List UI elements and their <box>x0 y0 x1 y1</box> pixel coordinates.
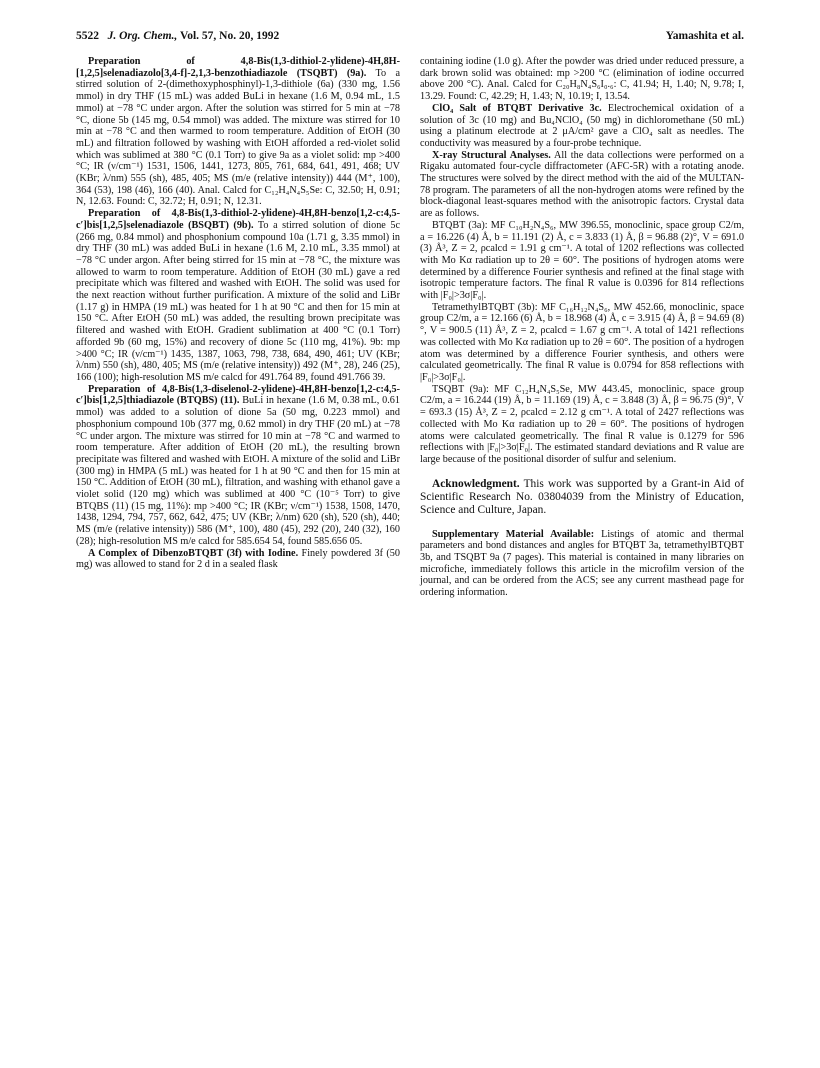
paragraph-body: Finely powdered 3f (50 mg) was allowed to stand for 2 d in a sealed flask <box>76 547 400 571</box>
paragraph <box>420 478 744 517</box>
paragraph-body: containing iodine (1.0 g). After the powder was dried under reduced pressure, a dark brown solid was obtained: mp >200 °C (elimination of iodine occurred above 200 °C). Anal. Calcd for C₂₀H₈N₄S₆I₀.₆: C, 41.94; H, 1.40; N, 9.78; I, 13.29. Found: C, 42.29; H, 1.43; N, 10.19; I, 13.54. <box>420 56 744 103</box>
paragraph <box>76 56 400 208</box>
volume-info: Vol. 57, No. 20, 1992 <box>179 30 280 42</box>
paragraph <box>420 150 744 220</box>
paragraph <box>76 208 400 384</box>
journal-name: J. Org. Chem., <box>107 30 178 42</box>
paragraph-body: BTQBT (3a): MF C₁₀H₂N₄S₆, MW 396.55, monoclinic, space group C2/m, a = 16.226 (4) Å, b = 11.191 (2) Å, c = 3.833 (1) Å, β = 96.88 (2)°, V = 691.0 (3) Å³, Z = 2, ρcalcd = 1.91 g cm⁻¹. A total of 1202 reflections was collected with Mo Kα radiation up to 2θ = 60°. The positions of hydrogen atoms were determined by a difference Fourier synthesis and refined at the final stage with isotropic temperature factors. The final R value is 0.0396 for 814 reflections with |F₀|>3σ|F₀|. <box>420 219 744 302</box>
paragraph <box>420 220 744 302</box>
paragraph-body: To a stirred solution of 2-(dimethoxyphosphinyl)-1,3-dithiole (6a) (330 mg, 1.56 mmol) in dry THF (15 mL) was added BuLi in hexane (1.6 M, 0.94 mL, 1.5 mmol) at −78 °C under argon. After the solution was stirred for 5 min at −78 °C, dione 5b (145 mg, 0.54 mmol) was added. The mixture was stirred for 10 min at −78 °C and then warmed to room temperature. Addition of EtOH (30 mL) and filtration followed by washing with EtOH afforded a red-violet solid which was sublimed at 380 °C (0.1 Torr) to give 9a as a violet solid: mp >400 °C; IR (ν/cm⁻¹) 1531, 1506, 1441, 1273, 805, 761, 684, 641, 491, 468; UV (KBr; λ/nm) 555 (sh), 485, 405; MS (m/e (relative intensity)) 444 (M⁺, 100), 364 (53), 198 (46), 166 (40). Anal. Calcd for C₁₂H₄N₄S₅Se: C, 32.50; H, 0.91; N, 12.63. Found: C, 32.72; H, 0.91; N, 12.31. <box>76 67 400 208</box>
paragraph-heading: Preparation of 4,8-Bis(1,3-dithiol-2-ylidene)-4H,8H-benzo[1,2-c:4,5-c′]bis[1,2,5]selenadiazole (BSQBT) (9b). <box>76 208 400 231</box>
paragraph-body: Listings of atomic and thermal parameters and bond distances and angles for BTQBT 3a, tetramethylBTQBT 3b, and TSQBT 9a (7 pages). This material is contained in many libraries on microfiche, immediately follows this article in the microfilm version of the journal, and can be ordered from the ACS; see any current masthead page for ordering information. <box>420 528 744 599</box>
body-columns <box>76 56 744 599</box>
paragraph <box>420 302 744 384</box>
paragraph-body: TetramethylBTQBT (3b): MF C₁₆H₁₂N₄S₆, MW 452.66, monoclinic, space group C2/m, a = 12.166 (6) Å, b = 18.968 (4) Å, c = 3.915 (4) Å, β = 94.69 (8)°, V = 900.5 (11) Å³, Z = 2, ρcalcd = 1.67 g cm⁻¹. A total of 1421 reflections was collected with Mo Kα radiation up to 2θ = 60°. The position of a hydrogen atom was determined by a difference Fourier synthesis, and others were calculated geometrically. The final R value is 0.0794 for 858 reflections with |F₀|>3σ|F₀|. <box>420 301 744 383</box>
page-number: 5522 <box>76 30 99 42</box>
paragraph-heading: Acknowledgment. <box>432 477 520 490</box>
paragraph-body: TSQBT (9a): MF C₁₂H₄N₄S₅Se, MW 443.45, monoclinic, space group C2/m, a = 16.244 (19) Å, b = 11.169 (19) Å, c = 3.848 (3) Å, β = 96.75 (9)°, V = 693.3 (15) Å³, Z = 2, ρcalcd = 2.12 g cm⁻¹. A total of 2427 reflections was collected with Mo Kα radiation up to 2θ = 60°. The positions of hydrogen atoms were calculated geometrically. The final R value is 0.1279 for 596 reflections with |F₀|>3σ|F₀|. The estimated standard deviations and R value are large because of the positional disorder of sulfur and selenium. <box>420 383 744 465</box>
paragraph-body: Electrochemical oxidation of a solution of 3c (10 mg) and Bu₄NClO₄ (50 mg) in dichloromethane (50 mL) using a platinum electrode at 2 μA/cm² gave a ClO₄ salt as needles. The conductivity was measured by a four-probe technique. <box>420 102 745 149</box>
paragraph-heading: Preparation of 4,8-Bis(1,3-dithiol-2-ylidene)-4H,8H-[1,2,5]selenadiazolo[3,4-f]-2,1,3-benzothiadiazole (TSQBT) (9a). <box>76 56 400 79</box>
header-left <box>76 30 279 42</box>
paragraph-heading: Supplementary Material Available: <box>432 528 595 540</box>
paragraph-body: To a stirred solution of dione 5c (266 mg, 0.84 mmol) and phosphonium compound 10a (1.71 g, 3.35 mmol) in dry THF (30 mL) was added BuLi in hexane (1.6 M, 2.10 mL, 3.35 mmol) at −78 °C under argon. After being stirred for 15 min at −78 °C, the mixture was allowed to warm to room temperature. Addition of EtOH (30 mL) gave a red precipitate which was filtered and washed with EtOH. The solid was used for the next reaction without further purification. A mixture of the solid and LiBr (1.17 g) in HMPA (19 mL) was heated for 1 h at 90 °C and then for 15 min at 150 °C. After EtOH (50 mL) was added, the resulting brown precipitate was filtered and washed with EtOH. Gradient sublimation at 400 °C (0.1 Torr) afforded 9b (60 mg, 15%) and recovery of dione 5c (110 mg, 41%). 9b: mp >400 °C; IR (ν/cm⁻¹) 1435, 1387, 1063, 798, 738, 684, 490, 461; UV (KBr; λ/nm) 550 (sh), 480, 405; MS (m/e (relative intensity)) 492 (M⁺, 28), 246 (25), 166 (100); high-resolution MS m/e calcd for 491.764 89, found 491.766 39. <box>76 219 400 383</box>
running-header <box>76 30 744 48</box>
right-column <box>420 56 744 599</box>
paragraph-body: All the data collections were performed on a Rigaku automated four-cycle diffractometer (AFC-5R) with a rotating anode. The structures were solved by the direct method with the aid of the MULTAN-78 program. The parameters of all the non-hydrogen atoms were refined by the block-diagonal least-squares method with the anisotropic factors. Crystal data are as follows. <box>420 149 744 220</box>
paragraph-heading: A Complex of DibenzoBTQBT (3f) with Iodine. <box>88 547 299 559</box>
paragraph <box>76 384 400 548</box>
paragraph <box>420 103 744 150</box>
paragraph <box>420 56 744 103</box>
left-column <box>76 56 400 599</box>
paragraph <box>420 529 744 599</box>
paragraph-body: This work was supported by a Grant-in Aid of Scientific Research No. 03804039 from the Ministry of Education, Science and Culture, Japan. <box>420 477 744 516</box>
paragraph-heading: ClO₄ Salt of BTQBT Derivative 3c. <box>432 102 602 114</box>
paragraph-heading: X-ray Structural Analyses. <box>432 149 551 161</box>
header-authors: Yamashita et al. <box>665 30 744 42</box>
paragraph-body: BuLi in hexane (1.6 M, 0.38 mL, 0.61 mmol) was added to a solution of dione 5a (50 mg, 0.223 mmol) and phosphonium compound 10b (377 mg, 0.62 mmol) in dry THF (20 mL) at −78 °C under argon. The mixture was stirred for 10 min at −78 °C and warmed to room temperature. After addition of EtOH (20 mL), the resulting brown precipitate was filtered and washed with EtOH. A mixture of the solid and LiBr (300 mg) in HMPA (5 mL) was heated for 1 h at 90 °C and then for 15 min at 150 °C. Addition of EtOH (30 mL), filtration, and washing with ethanol gave a violet solid (120 mg) which was sublimed at 400 °C (10⁻⁵ Torr) to give BTQBS (11) (15 mg, 11%): mp >400 °C; IR (KBr; ν/cm⁻¹) 1538, 1508, 1470, 1438, 1294, 794, 757, 662, 642, 475; UV (KBr; λ/nm) 620 (sh), 520 (sh), 440; MS (m/e (relative intensity)) 586 (M⁺, 100), 480 (45), 292 (20), 240 (32), 160 (28); high-resolution MS m/e calcd for 585.654 54, found 585.656 05. <box>76 395 400 547</box>
paragraph <box>76 548 400 571</box>
paragraph <box>420 384 744 466</box>
paragraph-heading: Preparation of 4,8-Bis(1,3-diselenol-2-ylidene)-4H,8H-benzo[1,2-c:4,5-c′]bis[1,2,5]thiadiazole (BTQBS) (11). <box>76 383 400 407</box>
